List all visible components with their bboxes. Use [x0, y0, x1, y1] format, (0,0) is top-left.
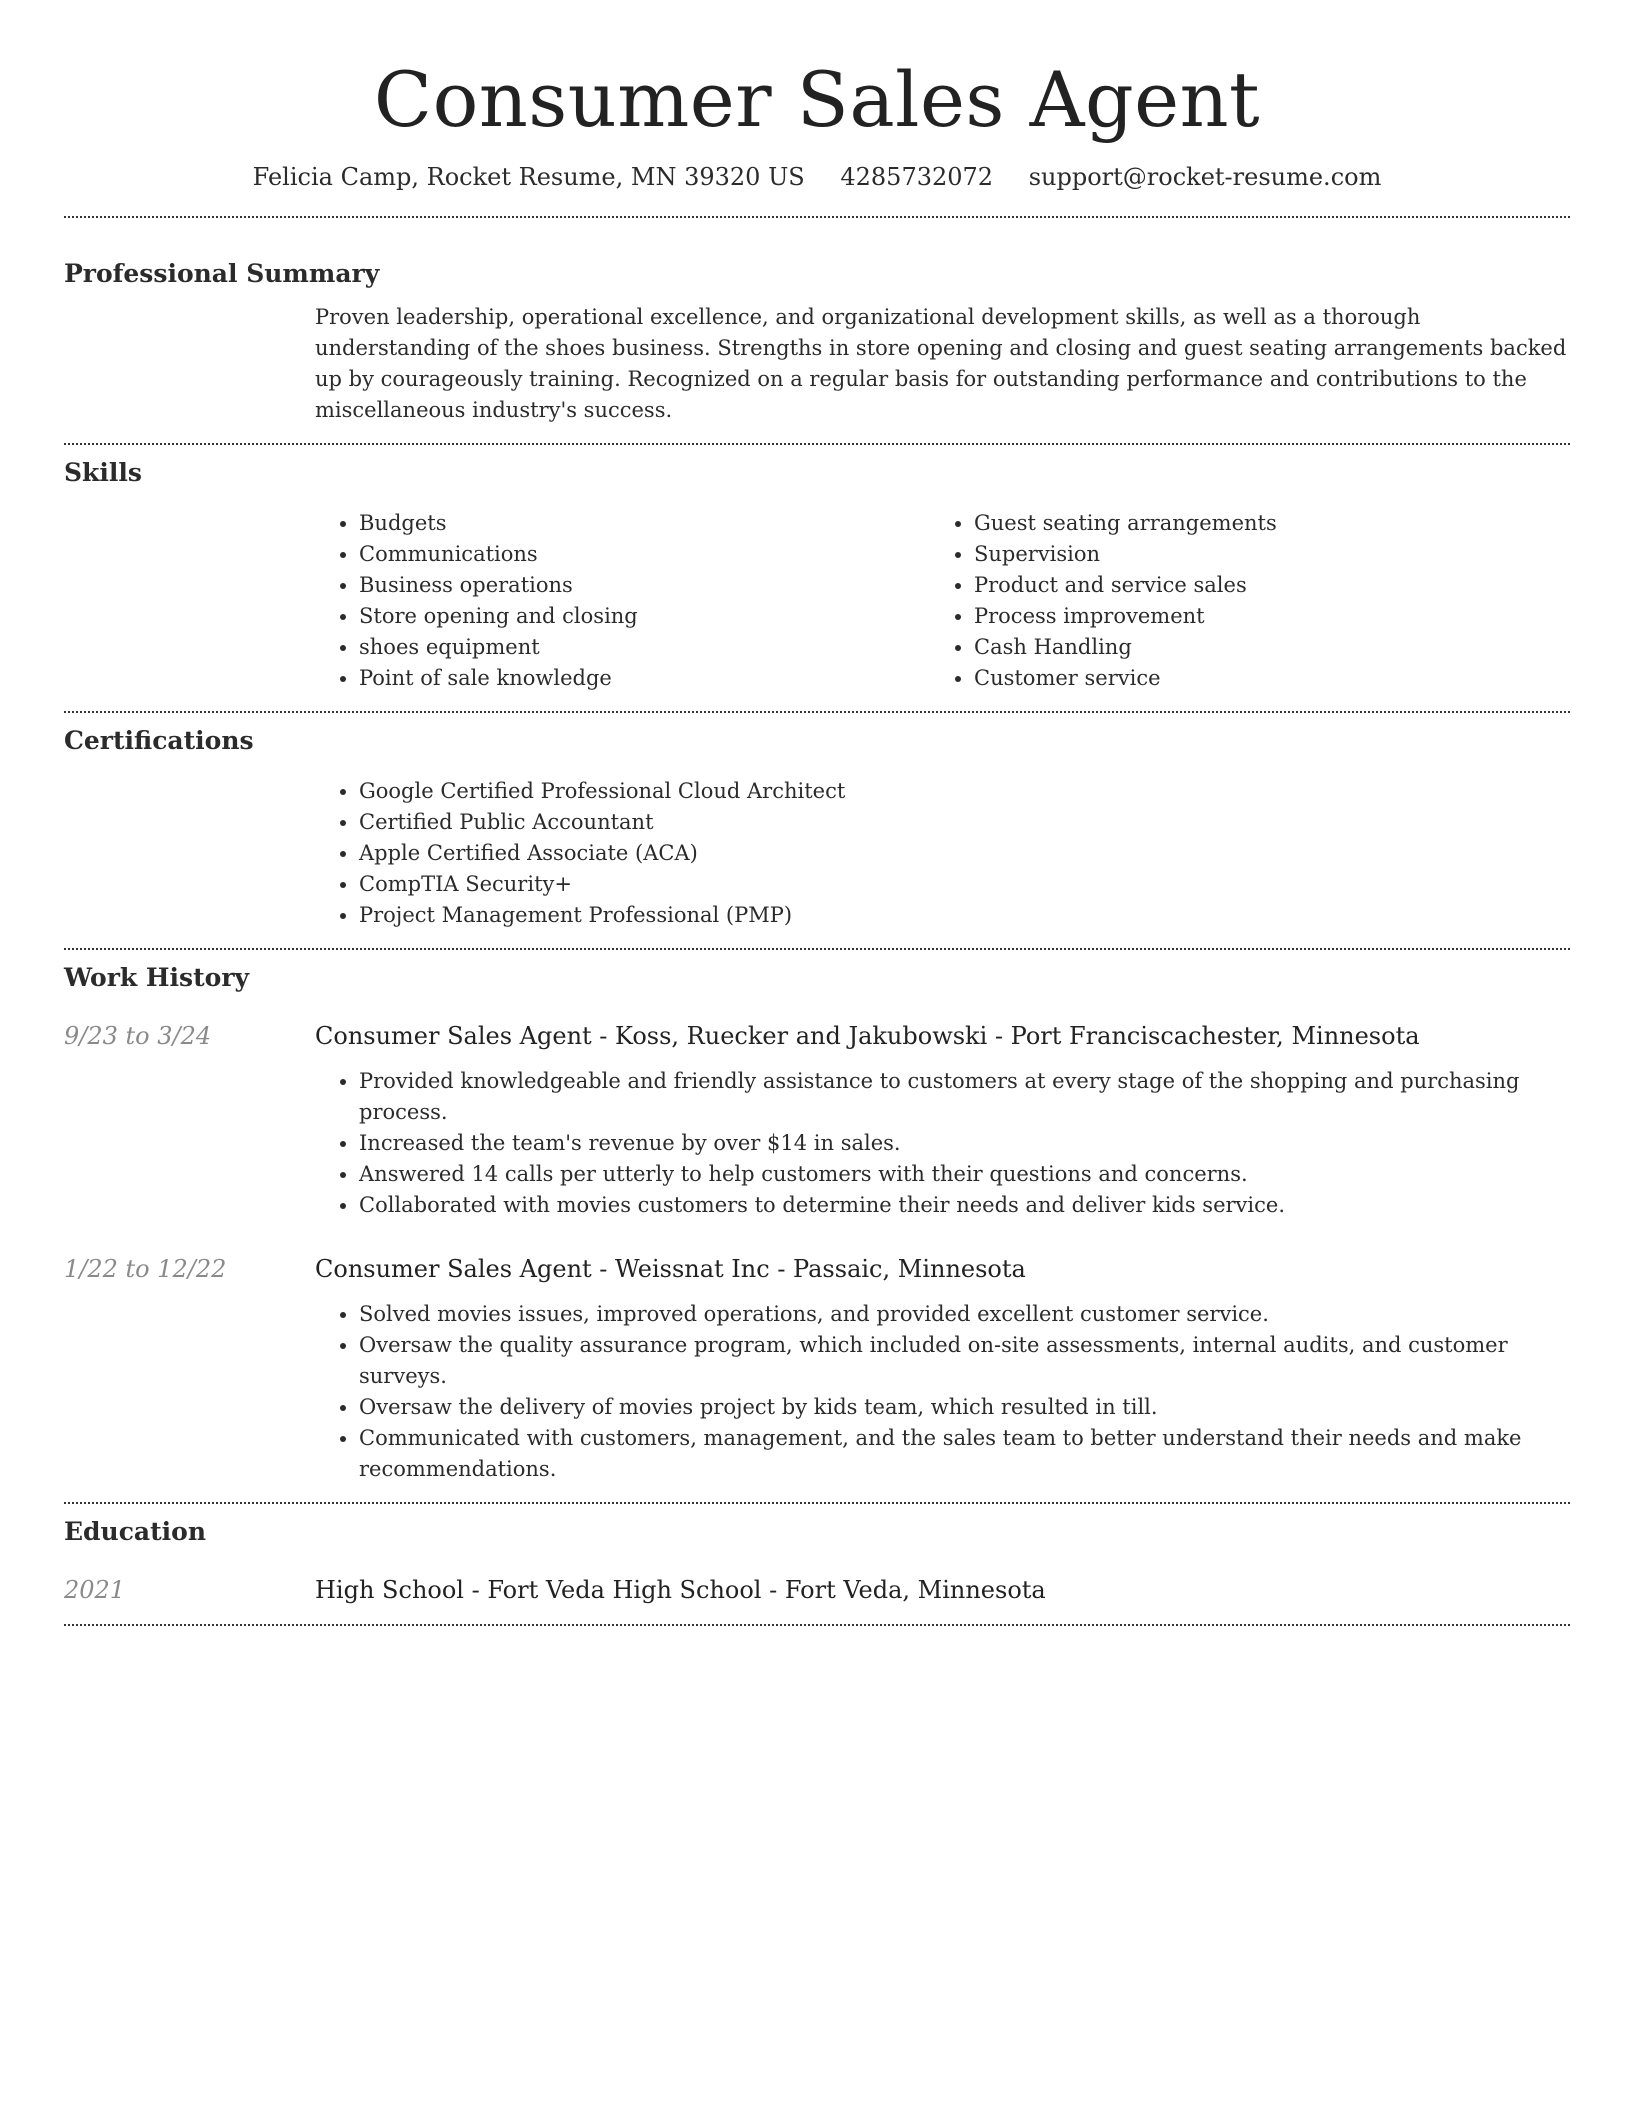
skills-list-right: [930, 508, 1545, 694]
certifications-section: [64, 725, 1570, 931]
skill-item: • Communications: [359, 539, 930, 570]
divider: [64, 443, 1570, 445]
skills-section: [64, 457, 1570, 694]
certification-item: • Project Management Professional (PMP): [359, 900, 1570, 931]
job-duty: • Answered 14 calls per utterly to help customers with their questions and concerns.: [359, 1159, 1570, 1190]
divider: [64, 1624, 1570, 1626]
work-history-section: [64, 962, 1570, 1485]
skill-item: • Store opening and closing: [359, 601, 930, 632]
summary-heading: Professional Summary: [64, 259, 380, 288]
education-details: High School - Fort Veda High School - Fort Veda, Minnesota: [315, 1576, 1046, 1604]
summary-text: Proven leadership, operational excellence, and organizational development skills, as well as a thorough understanding of the shoes business. Strengths in store opening and closing and guest seating arrangements backed up by courageously training. Recognized on a regular basis for outstanding performance and contributions to the miscellaneous industry's success.: [315, 305, 1567, 422]
job-duty: • Oversaw the delivery of movies project by kids team, which resulted in till.: [359, 1392, 1570, 1423]
skill-item: • shoes equipment: [359, 632, 930, 663]
job-header: [64, 1253, 1570, 1285]
skill-item: • Product and service sales: [974, 570, 1545, 601]
job-duties: [315, 1299, 1570, 1485]
contact-address: Felicia Camp, Rocket Resume, MN 39320 US: [252, 163, 805, 191]
divider: [64, 948, 1570, 950]
skills-columns: [315, 508, 1570, 694]
resume-title: Consumer Sales Agent: [373, 55, 1261, 144]
job-duty: • Solved movies issues, improved operations, and provided excellent customer service.: [359, 1299, 1570, 1330]
skills-heading: Skills: [64, 458, 142, 487]
work-history-heading: Work History: [64, 963, 250, 992]
job-duty: • Communicated with customers, management, and the sales team to better understand their needs and make recommendations.: [359, 1423, 1570, 1485]
resume-page: [64, 0, 1570, 1626]
job-duties: [315, 1066, 1570, 1221]
certification-item: • Apple Certified Associate (ACA): [359, 838, 1570, 869]
contact-email: support@rocket-resume.com: [1028, 163, 1382, 191]
job-dates: 9/23 to 3/24: [64, 1022, 212, 1050]
education-entry: [64, 1574, 1570, 1606]
certification-item: • CompTIA Security+: [359, 869, 1570, 900]
contact-line: [64, 162, 1570, 192]
contact-phone: 4285732072: [840, 163, 994, 191]
skill-item: • Supervision: [974, 539, 1545, 570]
skill-item: • Cash Handling: [974, 632, 1545, 663]
job-title: Consumer Sales Agent - Weissnat Inc - Passaic, Minnesota: [315, 1255, 1026, 1283]
education-heading: Education: [64, 1517, 207, 1546]
job-duty: • Oversaw the quality assurance program, which included on-site assessments, internal audits, and customer surveys.: [359, 1330, 1570, 1392]
education-section: [64, 1516, 1570, 1606]
certification-item: • Certified Public Accountant: [359, 807, 1570, 838]
divider: [64, 216, 1570, 218]
skill-item: • Budgets: [359, 508, 930, 539]
divider: [64, 1502, 1570, 1504]
skill-item: • Customer service: [974, 663, 1545, 694]
skill-item: • Point of sale knowledge: [359, 663, 930, 694]
education-year: 2021: [64, 1576, 126, 1604]
certifications-heading: Certifications: [64, 726, 254, 755]
skill-item: • Business operations: [359, 570, 930, 601]
summary-section: [64, 258, 1570, 426]
skill-item: • Guest seating arrangements: [974, 508, 1545, 539]
job-dates: 1/22 to 12/22: [64, 1255, 227, 1283]
skill-item: • Process improvement: [974, 601, 1545, 632]
skills-list-left: [315, 508, 930, 694]
divider: [64, 711, 1570, 713]
job-duty: • Increased the team's revenue by over $14 in sales.: [359, 1128, 1570, 1159]
certification-item: • Google Certified Professional Cloud Architect: [359, 776, 1570, 807]
job-header: [64, 1020, 1570, 1052]
job-entry: [64, 1253, 1570, 1485]
job-duty: • Collaborated with movies customers to determine their needs and deliver kids service.: [359, 1190, 1570, 1221]
job-entry: [64, 1020, 1570, 1221]
certifications-list: [315, 776, 1570, 931]
job-duty: • Provided knowledgeable and friendly assistance to customers at every stage of the shopping and purchasing process.: [359, 1066, 1570, 1128]
job-title: Consumer Sales Agent - Koss, Ruecker and Jakubowski - Port Franciscachester, Minnesota: [315, 1022, 1420, 1050]
